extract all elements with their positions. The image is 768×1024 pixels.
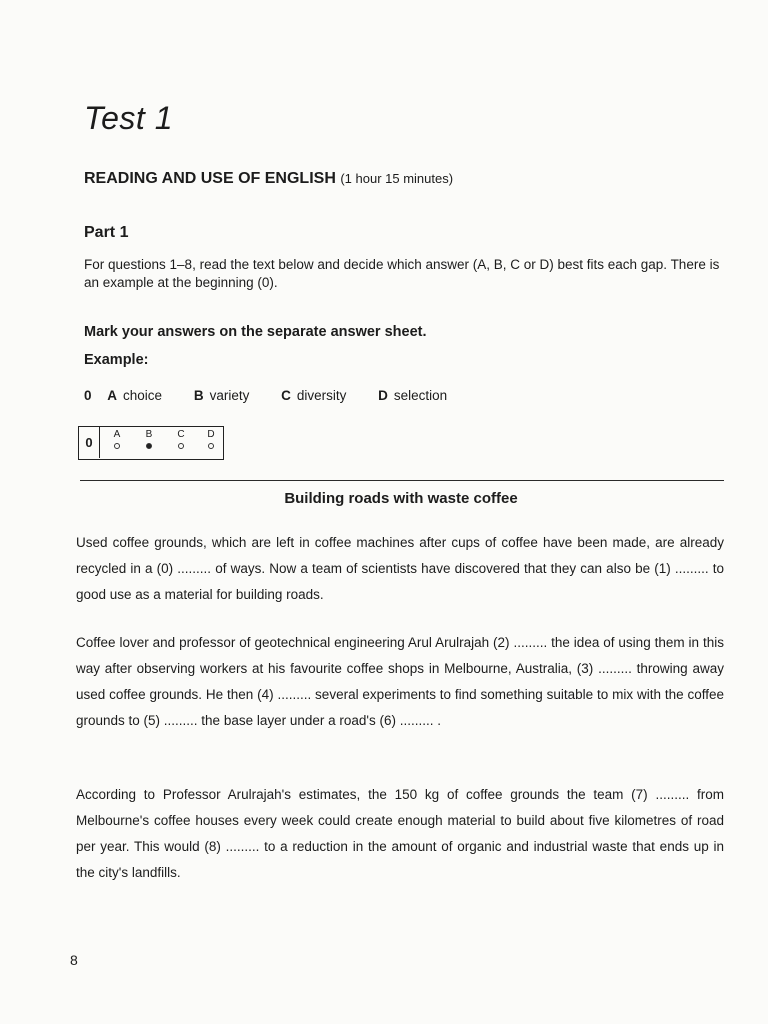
test-title: Test 1 bbox=[84, 100, 173, 136]
answer-bubble-d bbox=[208, 443, 214, 449]
answer-box-number: 0 bbox=[79, 427, 100, 458]
page-number: 8 bbox=[70, 952, 78, 968]
example-option-b: B variety bbox=[193, 388, 250, 403]
section-title: READING AND USE OF ENGLISH bbox=[84, 170, 336, 187]
answer-column-d: D bbox=[199, 429, 223, 449]
example-number: 0 bbox=[84, 388, 92, 403]
example-option-d: D selection bbox=[378, 388, 448, 403]
paragraph-2: Coffee lover and professor of geotechnical engineering Arul Arulrajah (2) ......... the idea of using them in this way after observing workers at his favourite coffee shops in Melbourne, Australia, (3) ......... throwing away used coffee grounds. He then (4) ......... several experiments to find something suitable to mix with the coffee grounds to (5) ......... the base layer under a road's (6) ......... . bbox=[76, 635, 724, 728]
paragraph-3: According to Professor Arulrajah's estimates, the 150 kg of coffee grounds the team (7) ......... from Melbourne's coffee houses every week could create enough material to build about five kilometres of road per year. This would (8) ......... to a reduction in the amount of organic and industrial waste that ends up in the city's landfills. bbox=[76, 787, 724, 880]
divider-line bbox=[80, 480, 724, 481]
example-option-c: C diversity bbox=[281, 388, 347, 403]
answer-column-c: C bbox=[169, 429, 193, 449]
instructions: For questions 1–8, read the text below and decide which answer (A, B, C or D) best fits each gap. There is an example at the beginning (0). bbox=[84, 257, 720, 290]
answer-bubble-a bbox=[114, 443, 120, 449]
part-title: Part 1 bbox=[84, 224, 129, 241]
example-label: Example: bbox=[84, 352, 149, 368]
answer-column-b: B bbox=[137, 429, 161, 449]
paragraph-1: Used coffee grounds, which are left in coffee machines after cups of coffee have been made, are already recycled in a (0) ......... of ways. Now a team of scientists have discovered that they can also be (1) ......... to good use as a material for building roads. bbox=[76, 535, 724, 602]
answer-bubble-b-filled bbox=[146, 443, 152, 449]
section-duration: (1 hour 15 minutes) bbox=[340, 171, 454, 186]
example-option-a: A choice bbox=[107, 388, 163, 403]
answer-column-a: A bbox=[105, 429, 129, 449]
mark-answers-note: Mark your answers on the separate answer sheet. bbox=[84, 324, 427, 340]
example-answer-box bbox=[78, 426, 224, 460]
section-heading bbox=[84, 170, 453, 188]
example-options bbox=[84, 388, 475, 403]
text-title: Building roads with waste coffee bbox=[284, 490, 518, 507]
answer-bubble-c bbox=[178, 443, 184, 449]
